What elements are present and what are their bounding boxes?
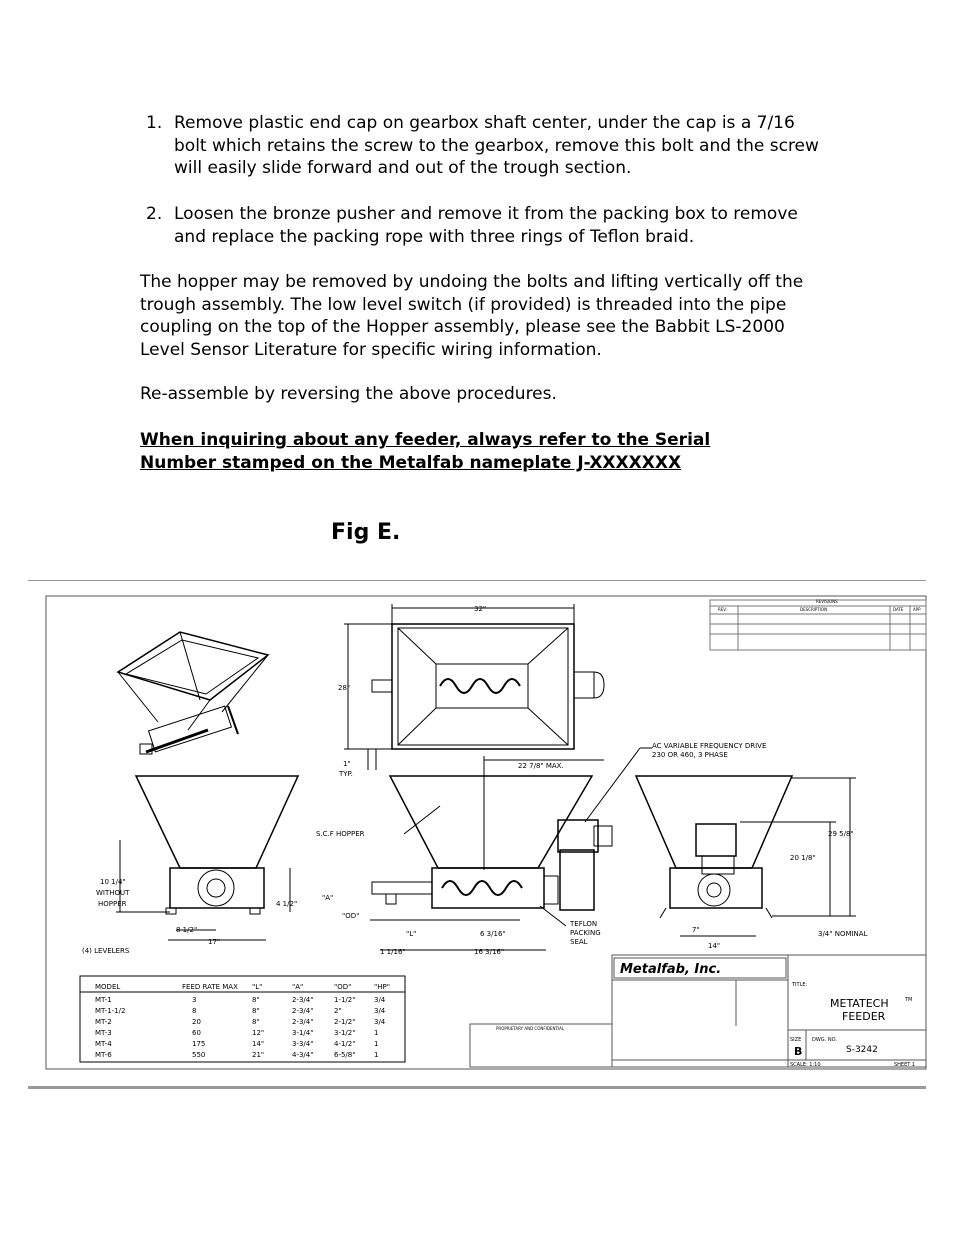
scale-label: SCALE: 1:10 [790, 1062, 821, 1068]
side-view-left [116, 776, 298, 940]
table-cell: 8" [252, 996, 260, 1004]
table-cell: 2-1/2" [334, 1018, 356, 1026]
table-cell: MT-1-1/2 [95, 1007, 126, 1015]
table-cell: 14" [252, 1040, 265, 1048]
levelers-label: (4) LEVELERS [82, 947, 130, 955]
hopper-label: S.C.F HOPPER [316, 830, 365, 838]
proprietary-label: PROPRIETARY AND CONFIDENTIAL [496, 1026, 565, 1031]
table-header-cell: "A" [292, 983, 304, 991]
rev-col-date: DATE [893, 607, 904, 612]
table-cell: 20 [192, 1018, 201, 1026]
table-cell: 2" [334, 1007, 342, 1015]
revisions-heading: REVISIONS [816, 599, 838, 604]
dim-32: 32" [474, 605, 487, 613]
table-cell: 4-3/4" [292, 1051, 314, 1059]
table-cell: 2-3/4" [292, 1018, 314, 1026]
table-cell: 175 [192, 1040, 206, 1048]
dwg-no-label: DWG. NO. [812, 1037, 837, 1043]
table-cell: 8" [252, 1018, 260, 1026]
dim-10-1-4: 10 1/4" [100, 878, 126, 886]
dim-22-7-8: 22 7/8" MAX. [518, 762, 564, 770]
table-header-cell: FEED RATE MAX [182, 983, 238, 991]
dwg-no-value: S-3242 [846, 1045, 878, 1055]
trademark: TM [905, 997, 913, 1003]
size-label: SIZE [790, 1037, 802, 1043]
seal-label: SEAL [570, 938, 588, 946]
dim-1-typ: TYP. [339, 770, 353, 778]
paragraph-hopper: The hopper may be removed by undoing the bolts and lifting vertically off the trough assembly. The low level switch (if provided) is threaded into the pipe coupling on the top of the Hopper assembly, please see the Babbit LS-2000 Level Sensor Literature for specific wiring information. [140, 272, 804, 360]
table-cell: 12" [252, 1029, 265, 1037]
ac-drive-label: AC VARIABLE FREQUENCY DRIVE [652, 742, 767, 750]
figure-label: Fig E. [331, 520, 401, 545]
table-cell: 3-1/4" [292, 1029, 314, 1037]
model-table-grid [80, 976, 405, 1062]
drawing-title-2: FEEDER [842, 1010, 886, 1023]
table-cell: 3/4 [374, 996, 386, 1004]
rev-col-app: APP [913, 607, 921, 612]
serial-number-notice: When inquiring about any feeder, always refer to the Serial Number stamped on the Metalfab nameplate J-XXXXXXX [140, 430, 711, 473]
dim-14: 14" [708, 942, 721, 950]
step-1-text: Remove plastic end cap on gearbox shaft center, under the cap is a 7/16 bolt which retains the screw to the gearbox, remove this bolt and the screw will easily slide forward and out of the trough section. [174, 113, 819, 179]
table-header-cell: "L" [252, 983, 263, 991]
table-cell: 2-3/4" [292, 1007, 314, 1015]
step-2-text: Loosen the bronze pusher and remove it from the packing box to remove and replace the packing rope with three rings of Teflon braid. [174, 204, 798, 247]
drawing-border [46, 596, 926, 1069]
dim-20-1-8: 20 1/8" [790, 854, 816, 862]
table-cell: 550 [192, 1051, 206, 1059]
title-label: TITLE: [792, 982, 808, 988]
packing-label: PACKING [570, 929, 601, 937]
table-cell: 21" [252, 1051, 265, 1059]
table-cell: MT-1 [95, 996, 112, 1004]
sheet-label: SHEET 1 [894, 1062, 916, 1068]
table-cell: 2-3/4" [292, 996, 314, 1004]
table-cell: 3/4 [374, 1018, 386, 1026]
dim-28: 28" [338, 684, 351, 692]
ac-drive-voltage: 230 OR 460, 3 PHASE [652, 751, 728, 759]
table-cell: MT-3 [95, 1029, 112, 1037]
metalfab-logo: Metalfab, Inc. [620, 962, 722, 977]
step-1-number: 1. [146, 113, 163, 133]
table-cell: 8 [192, 1007, 197, 1015]
isometric-feeder [118, 632, 268, 754]
table-cell: 3/4 [374, 1007, 386, 1015]
top-view [344, 604, 604, 770]
rev-col-description: DESCRIPTION [800, 607, 828, 612]
table-cell: 8" [252, 1007, 260, 1015]
table-header-cell: MODEL [95, 983, 121, 991]
dim-17: 17" [208, 938, 221, 946]
dim-16-3-16: 16 3/16" [474, 948, 505, 956]
table-cell: 1 [374, 1029, 379, 1037]
dim-without: WITHOUT [96, 889, 130, 897]
dim-7: 7" [692, 926, 700, 934]
table-cell: 6-5/8" [334, 1051, 356, 1059]
table-cell: 3 [192, 996, 197, 1004]
table-cell: 1 [374, 1051, 379, 1059]
table-cell: 3-3/4" [292, 1040, 314, 1048]
table-cell: MT-6 [95, 1051, 112, 1059]
dim-6-3-16: 6 3/16" [480, 930, 506, 938]
dim-1: 1" [343, 760, 351, 768]
step-2-number: 2. [146, 204, 163, 224]
dim-4-1-2: 4 1/2" [276, 900, 298, 908]
table-cell: 3-1/2" [334, 1029, 356, 1037]
nominal-label: 3/4" NOMINAL [818, 930, 868, 938]
dim-a: "A" [322, 894, 334, 902]
table-cell: 4-1/2" [334, 1040, 356, 1048]
table-cell: 1 [374, 1040, 379, 1048]
table-header-cell: "OD" [334, 983, 352, 991]
dim-l: "L" [406, 930, 417, 938]
table-cell: MT-2 [95, 1018, 112, 1026]
model-table [95, 983, 390, 1059]
dim-od: "OD" [342, 912, 360, 920]
dim-8-1-2: 8 1/2" [176, 926, 198, 934]
paragraph-reassemble: Re-assemble by reversing the above procedures. [140, 384, 557, 404]
front-view [370, 748, 652, 950]
dim-1-1-16: 1 1/16" [380, 948, 406, 956]
table-cell: 60 [192, 1029, 201, 1037]
table-cell: MT-4 [95, 1040, 112, 1048]
dim-29-5-8: 29 5/8" [828, 830, 854, 838]
rev-col-rev: REV. [718, 607, 727, 612]
size-value: B [794, 1045, 803, 1058]
drawing-title-1: METATECH [830, 997, 889, 1010]
teflon-label: TEFLON [570, 920, 598, 928]
table-cell: 1-1/2" [334, 996, 356, 1004]
dim-hopper: HOPPER [98, 900, 127, 908]
end-view-right [636, 776, 856, 936]
table-header-cell: "HP" [374, 983, 390, 991]
